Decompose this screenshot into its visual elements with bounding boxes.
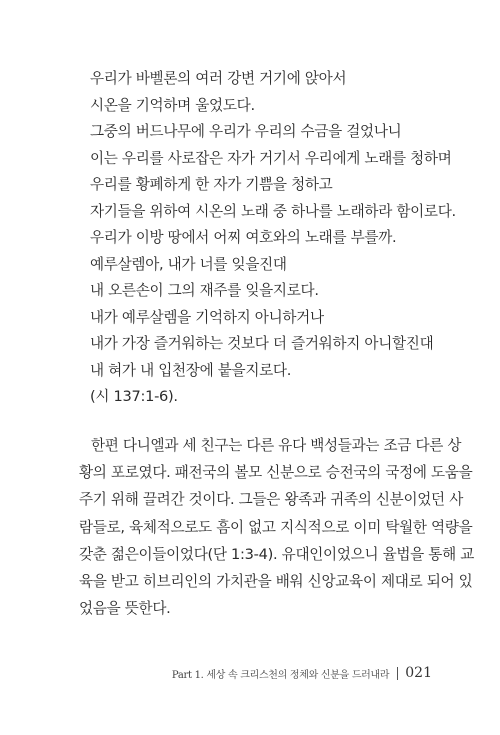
paragraph-line: 육을 받고 히브리인의 가치관을 배워 신앙교육이 제대로 되어 있 xyxy=(79,572,473,590)
body-paragraph xyxy=(79,432,475,622)
psalm-quote xyxy=(90,66,470,411)
paragraph-line: 주기 위해 끌려간 것이다. 그들은 왕족과 귀족의 신분이었던 사 xyxy=(79,491,463,509)
poem-line: 우리를 황폐하게 한 자가 기쁨을 청하고 xyxy=(90,176,333,193)
footer-divider xyxy=(397,667,398,680)
paragraph-line: 람들로, 육체적으로도 흠이 없고 지식적으로 이미 탁월한 역량을 xyxy=(79,518,473,536)
poem-line: 내 오른손이 그의 재주를 잊을지로다. xyxy=(90,282,319,299)
poem-line: 내 혀가 내 입천장에 붙을지로다. xyxy=(90,361,292,379)
poem-line: 내가 가장 즐거워하는 것보다 더 즐거워하지 아니할진대 xyxy=(90,335,434,352)
poem-line: 자기들을 위하여 시온의 노래 중 하나를 노래하라 함이로다. xyxy=(90,202,456,220)
poem-line: 우리가 이방 땅에서 어찌 여호와의 노래를 부를까. xyxy=(90,229,397,246)
running-title: Part 1. 세상 속 크리스천의 정체와 신분을 드러내라 xyxy=(171,669,390,681)
poem-line: 그중의 버드나무에 우리가 우리의 수금을 걸었나니 xyxy=(90,123,402,140)
paragraph-line: 갖춘 젊은이들이었다(단 1:3-4). 유대인이었으니 율법을 통해 교 xyxy=(79,545,475,563)
poem-line: 우리가 바벨론의 여러 강변 거기에 앉아서 xyxy=(90,70,347,87)
paragraph-line: 한편 다니엘과 세 친구는 다른 유다 백성들과는 조금 다른 상 xyxy=(91,437,462,454)
poem-line: 예루살렘아, 내가 너를 잊을진대 xyxy=(90,255,287,273)
poem-line: 내가 예루살렘을 기억하지 아니하거나 xyxy=(90,308,324,326)
paragraph-line: 황의 포로였다. 패전국의 볼모 신분으로 승전국의 국정에 도움을 xyxy=(79,464,473,482)
poem-line: 시온을 기억하며 울었도다. xyxy=(90,96,255,114)
poem-line: 이는 우리를 사로잡은 자가 거기서 우리에게 노래를 청하며 xyxy=(90,149,452,167)
page-footer xyxy=(172,665,432,681)
paragraph-line: 었음을 뜻한다. xyxy=(79,600,171,618)
page-number: 021 xyxy=(405,665,432,681)
poem-citation: (시 137:1-6). xyxy=(90,388,178,405)
